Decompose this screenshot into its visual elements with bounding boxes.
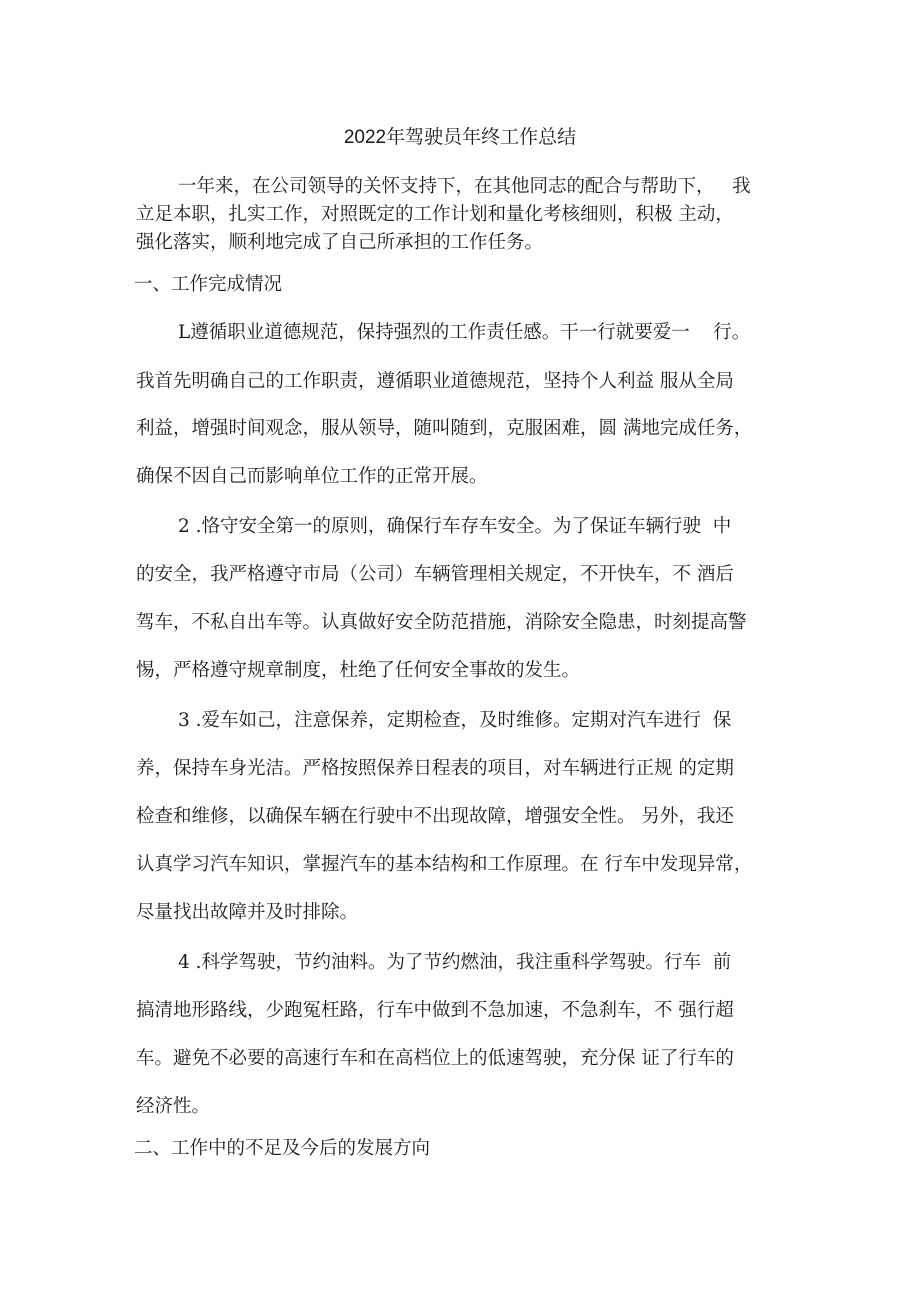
paragraph-line: L遵循职业道德规范，保持强烈的工作责任感。干一行就要爱一 行。 (178, 322, 751, 343)
paragraph-line: 我首先明确自己的工作职责，遵循职业道德规范，坚持个人利益 服从全局 (136, 371, 734, 392)
paragraph-line: 惕，严格遵守规章制度，杜绝了任何安全事故的发生。 (136, 660, 581, 681)
paragraph-line: 驾车，不私自出车等。认真做好安全防范措施，消除安全隐患，时刻提高警 (136, 612, 747, 633)
paragraph-line: 养，保持车身光洁。严格按照保养日程表的项目，对车辆进行正规 的定期 (136, 758, 734, 779)
paragraph-line: 搞清地形路线，少跑冤枉路，行车中做到不急加速，不急刹车，不 强行超 (136, 1000, 734, 1021)
paragraph-line: 利益，增强时间观念，服从领导，随叫随到，克服困难，圆 满地完成任务， (136, 418, 753, 439)
paragraph-line: 车。避免不必要的高速行车和在高档位上的低速驾驶，充分保 证了行车的 (136, 1048, 734, 1069)
intro-line: 立足本职，扎实工作，对照既定的工作计划和量化考核细则，积极 主动， (136, 204, 734, 225)
section-heading: 一、工作完成情况 (134, 274, 283, 295)
paragraph-line: 3 .爱车如己，注意保养，定期检查，及时维修。定期对汽车进行 保 (178, 710, 732, 731)
section-heading: 二、工作中的不足及今后的发展方向 (134, 1138, 431, 1159)
document-title: 2022年驾驶员年终工作总结 (343, 127, 577, 148)
paragraph-line: 确保不因自己而影响单位工作的正常开展。 (136, 466, 488, 487)
intro-line: 一年来，在公司领导的关怀支持下，在其他同志的配合与帮助下， 我 (178, 176, 751, 197)
intro-line: 强化落实，顺利地完成了自己所承担的工作任务。 (136, 232, 544, 253)
paragraph-line: 尽量找出故障并及时排除。 (136, 902, 359, 923)
paragraph-line: 4 .科学驾驶，节约油料。为了节约燃油，我注重科学驾驶。行车 前 (178, 952, 732, 973)
paragraph-line: 的安全，我严格遵守市局（公司）车辆管理相关规定，不开快车，不 酒后 (136, 564, 734, 585)
paragraph-line: 2 .恪守安全第一的原则，确保行车存车安全。为了保证车辆行驶 中 (178, 516, 732, 537)
paragraph-line: 认真学习汽车知识，掌握汽车的基本结构和工作原理。在 行车中发现异常， (136, 854, 753, 875)
paragraph-line: 经济性。 (136, 1096, 211, 1117)
paragraph-line: 检查和维修，以确保车辆在行驶中不出现故障，增强安全性。 另外，我还 (136, 806, 734, 827)
